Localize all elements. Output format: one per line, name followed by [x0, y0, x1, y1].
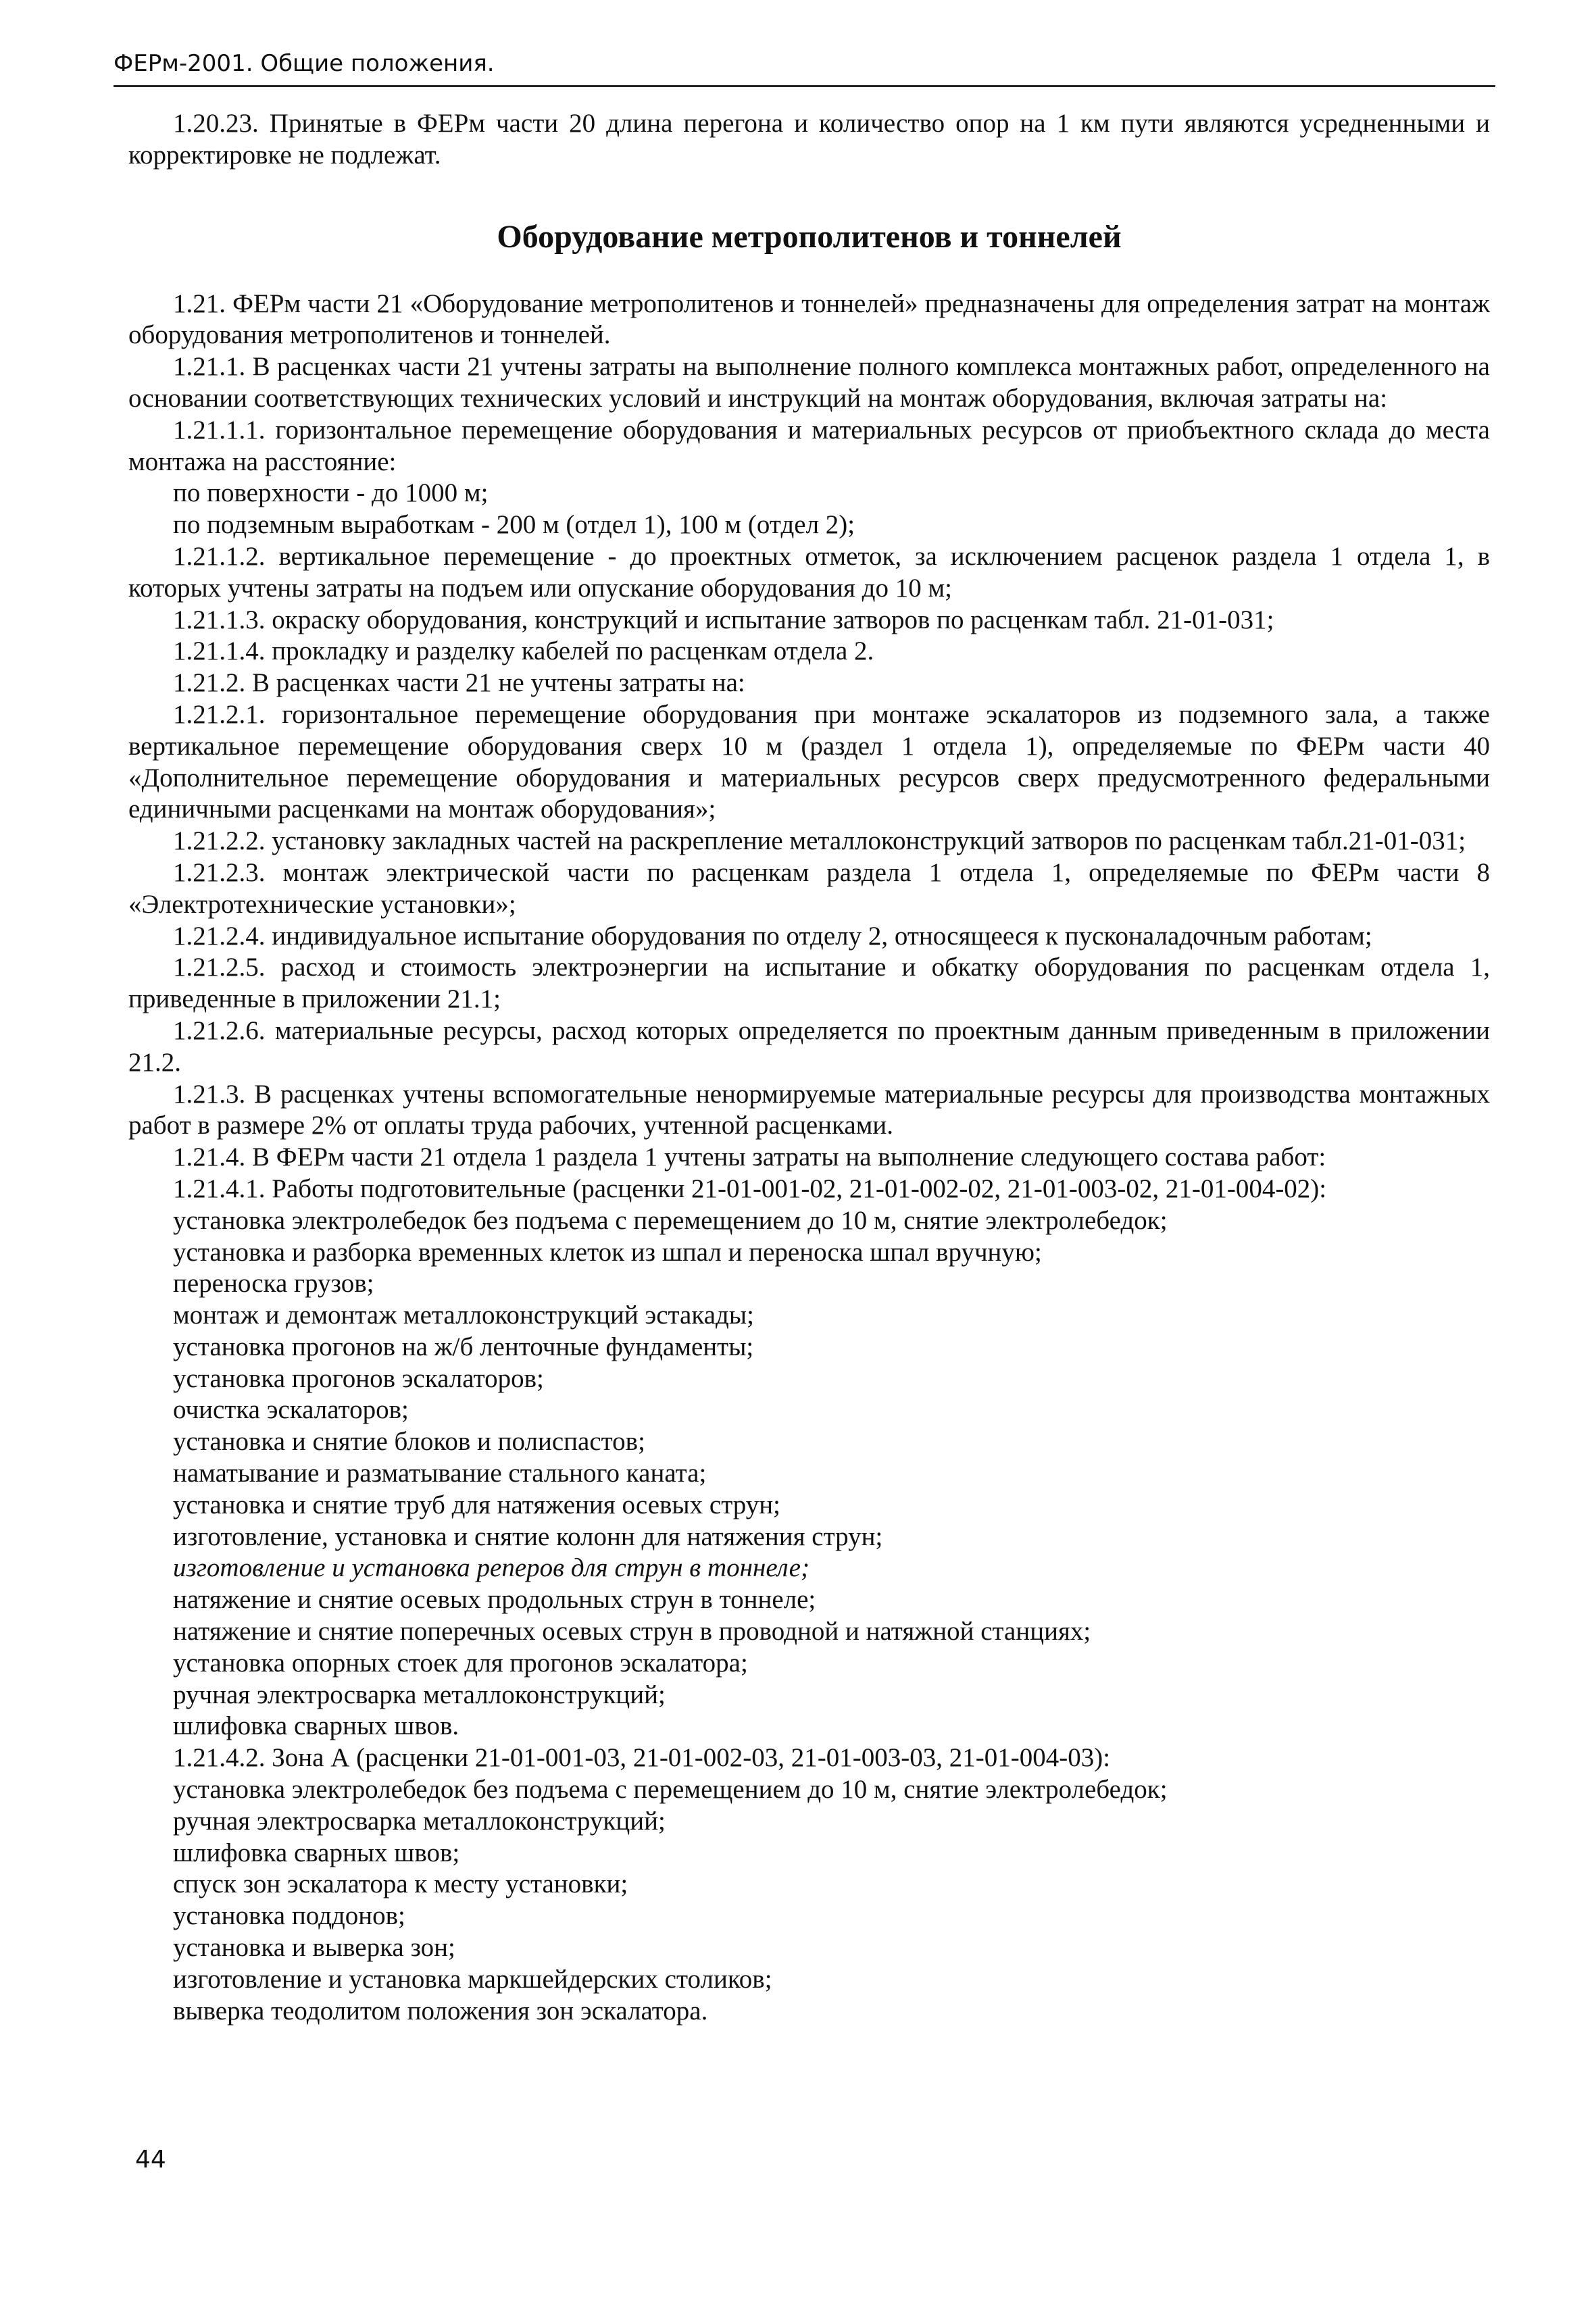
page-number: 44	[135, 2146, 166, 2173]
document-body	[128, 108, 1490, 2027]
list-item: ручная электросварка металлоконструкций;	[173, 1806, 666, 1836]
paragraph-1-20-23: 1.20.23. Принятые в ФЕРм части 20 длина перегона и количество опор на 1 км пути являются усредненными и корректировке не подлежат.	[128, 109, 1490, 170]
list-item: изготовление и установка реперов для струн в тоннеле;	[173, 1553, 809, 1583]
list-item: изготовление, установка и снятие колонн для натяжения струн;	[173, 1521, 883, 1551]
paragraph-1-21-4-1: 1.21.4.1. Работы подготовительные (расценки 21-01-001-02, 21-01-002-02, 21-01-003-02, 21-01-004-02):	[173, 1174, 1327, 1203]
paragraph-1-21-2-6: 1.21.2.6. материальные ресурсы, расход которых определяется по проектным данным приведенным в приложении 21.2.	[128, 1015, 1490, 1077]
running-header: ФЕРм-2001. Общие положения.	[114, 42, 1495, 87]
list-item: изготовление и установка маркшейдерских столиков;	[173, 1964, 772, 1994]
list-item: установка поддонов;	[173, 1901, 405, 1931]
paragraph-1-21-2-5: 1.21.2.5. расход и стоимость электроэнергии на испытание и обкатку оборудования по расценкам отдела 1, приведенные в приложении 21.1;	[128, 953, 1490, 1014]
paragraph-1-21-1: 1.21.1. В расценках части 21 учтены затраты на выполнение полного комплекса монтажных работ, определенного на основании соответствующих технических условий и инструкций на монтаж оборудования, включая затраты на:	[128, 352, 1490, 413]
paragraph-1-21-4: 1.21.4. В ФЕРм части 21 отдела 1 раздела 1 учтены затраты на выполнение следующего состава работ:	[173, 1142, 1326, 1172]
list-item: установка электролебедок без подъема с перемещением до 10 м, снятие электролебедок;	[173, 1775, 1168, 1805]
paragraph-1-21-2-2: 1.21.2.2. установку закладных частей на раскрепление металлоконструкций затворов по расценкам табл.21-01-031;	[173, 826, 1466, 856]
list-item: установка прогонов на ж/б ленточные фундаменты;	[173, 1332, 754, 1361]
paragraph-1-21-4-2: 1.21.4.2. Зона А (расценки 21-01-001-03, 21-01-002-03, 21-01-003-03, 21-01-004-03):	[173, 1743, 1111, 1773]
list-item: натяжение и снятие осевых продольных струн в тоннеле;	[173, 1585, 816, 1615]
paragraph-1-21-2-4: 1.21.2.4. индивидуальное испытание оборудования по отделу 2, относящееся к пусконаладочным работам;	[173, 921, 1372, 951]
list-item-underground: по подземным выработкам - 200 м (отдел 1), 100 м (отдел 2);	[173, 510, 855, 540]
paragraph-1-21: 1.21. ФЕРм части 21 «Оборудование метрополитенов и тоннелей» предназначены для определения затрат на монтаж оборудования метрополитенов и тоннелей.	[128, 288, 1490, 350]
section-title: Оборудование метрополитенов и тоннелей	[497, 218, 1122, 255]
list-item: выверка теодолитом положения зон эскалатора.	[173, 1996, 708, 2026]
list-item: установка опорных стоек для прогонов эскалатора;	[173, 1648, 748, 1678]
list-item: установка и разборка временных клеток из шпал и переноска шпал вручную;	[173, 1237, 1042, 1267]
list-item: наматывание и разматывание стального каната;	[173, 1459, 707, 1488]
paragraph-1-21-1-4: 1.21.1.4. прокладку и разделку кабелей по расценкам отдела 2.	[173, 636, 874, 666]
list-item: шлифовка сварных швов.	[173, 1711, 459, 1741]
paragraph-1-21-1-1: 1.21.1.1. горизонтальное перемещение оборудования и материальных ресурсов от приобъектного склада до места монтажа на расстояние:	[128, 415, 1490, 476]
list-item: установка прогонов эскалаторов;	[173, 1363, 544, 1393]
list-item: очистка эскалаторов;	[173, 1395, 409, 1425]
list-item: переноска грузов;	[173, 1269, 374, 1299]
list-item: установка и выверка зон;	[173, 1933, 455, 1963]
paragraph-1-21-2: 1.21.2. В расценках части 21 не учтены затраты на:	[173, 668, 745, 698]
list-item: шлифовка сварных швов;	[173, 1838, 460, 1867]
list-item: натяжение и снятие поперечных осевых струн в проводной и натяжной станциях;	[173, 1617, 1091, 1646]
list-item: установка электролебедок без подъема с перемещением до 10 м, снятие электролебедок;	[173, 1205, 1168, 1235]
paragraph-1-21-1-2: 1.21.1.2. вертикальное перемещение - до проектных отметок, за исключением расценок раздела 1 отдела 1, в которых учтены затраты на подъем или опускание оборудования до 10 м;	[128, 541, 1490, 603]
list-item: ручная электросварка металлоконструкций;	[173, 1680, 666, 1709]
list-item: установка и снятие блоков и полиспастов;	[173, 1427, 645, 1457]
paragraph-1-21-2-1: 1.21.2.1. горизонтальное перемещение оборудования при монтаже эскалаторов из подземного зала, а также вертикальное перемещение оборудования сверх 10 м (раздел 1 отдела 1), определяемые по ФЕРм части 40 «Дополнительное перемещение оборудования и материальных ресурсов сверх предусмотренного федеральными единичными расценками на монтаж оборудования»;	[128, 699, 1490, 824]
paragraph-1-21-2-3: 1.21.2.3. монтаж электрической части по расценкам раздела 1 отдела 1, определяемые по ФЕРм части 8 «Электротехнические установки»;	[128, 857, 1490, 919]
list-item: монтаж и демонтаж металлоконструкций эстакады;	[173, 1301, 754, 1330]
list-item: спуск зон эскалатора к месту установки;	[173, 1869, 628, 1899]
paragraph-1-21-3: 1.21.3. В расценках учтены вспомогательные ненормируемые материальные ресурсы для производства монтажных работ в размере 2% от оплаты труда рабочих, учтенной расценками.	[128, 1079, 1490, 1140]
list-item-surface: по поверхности - до 1000 м;	[173, 478, 489, 508]
paragraph-1-21-1-3: 1.21.1.3. окраску оборудования, конструкций и испытание затворов по расценкам табл. 21-01-031;	[173, 605, 1274, 634]
list-item: установка и снятие труб для натяжения осевых струн;	[173, 1490, 780, 1519]
